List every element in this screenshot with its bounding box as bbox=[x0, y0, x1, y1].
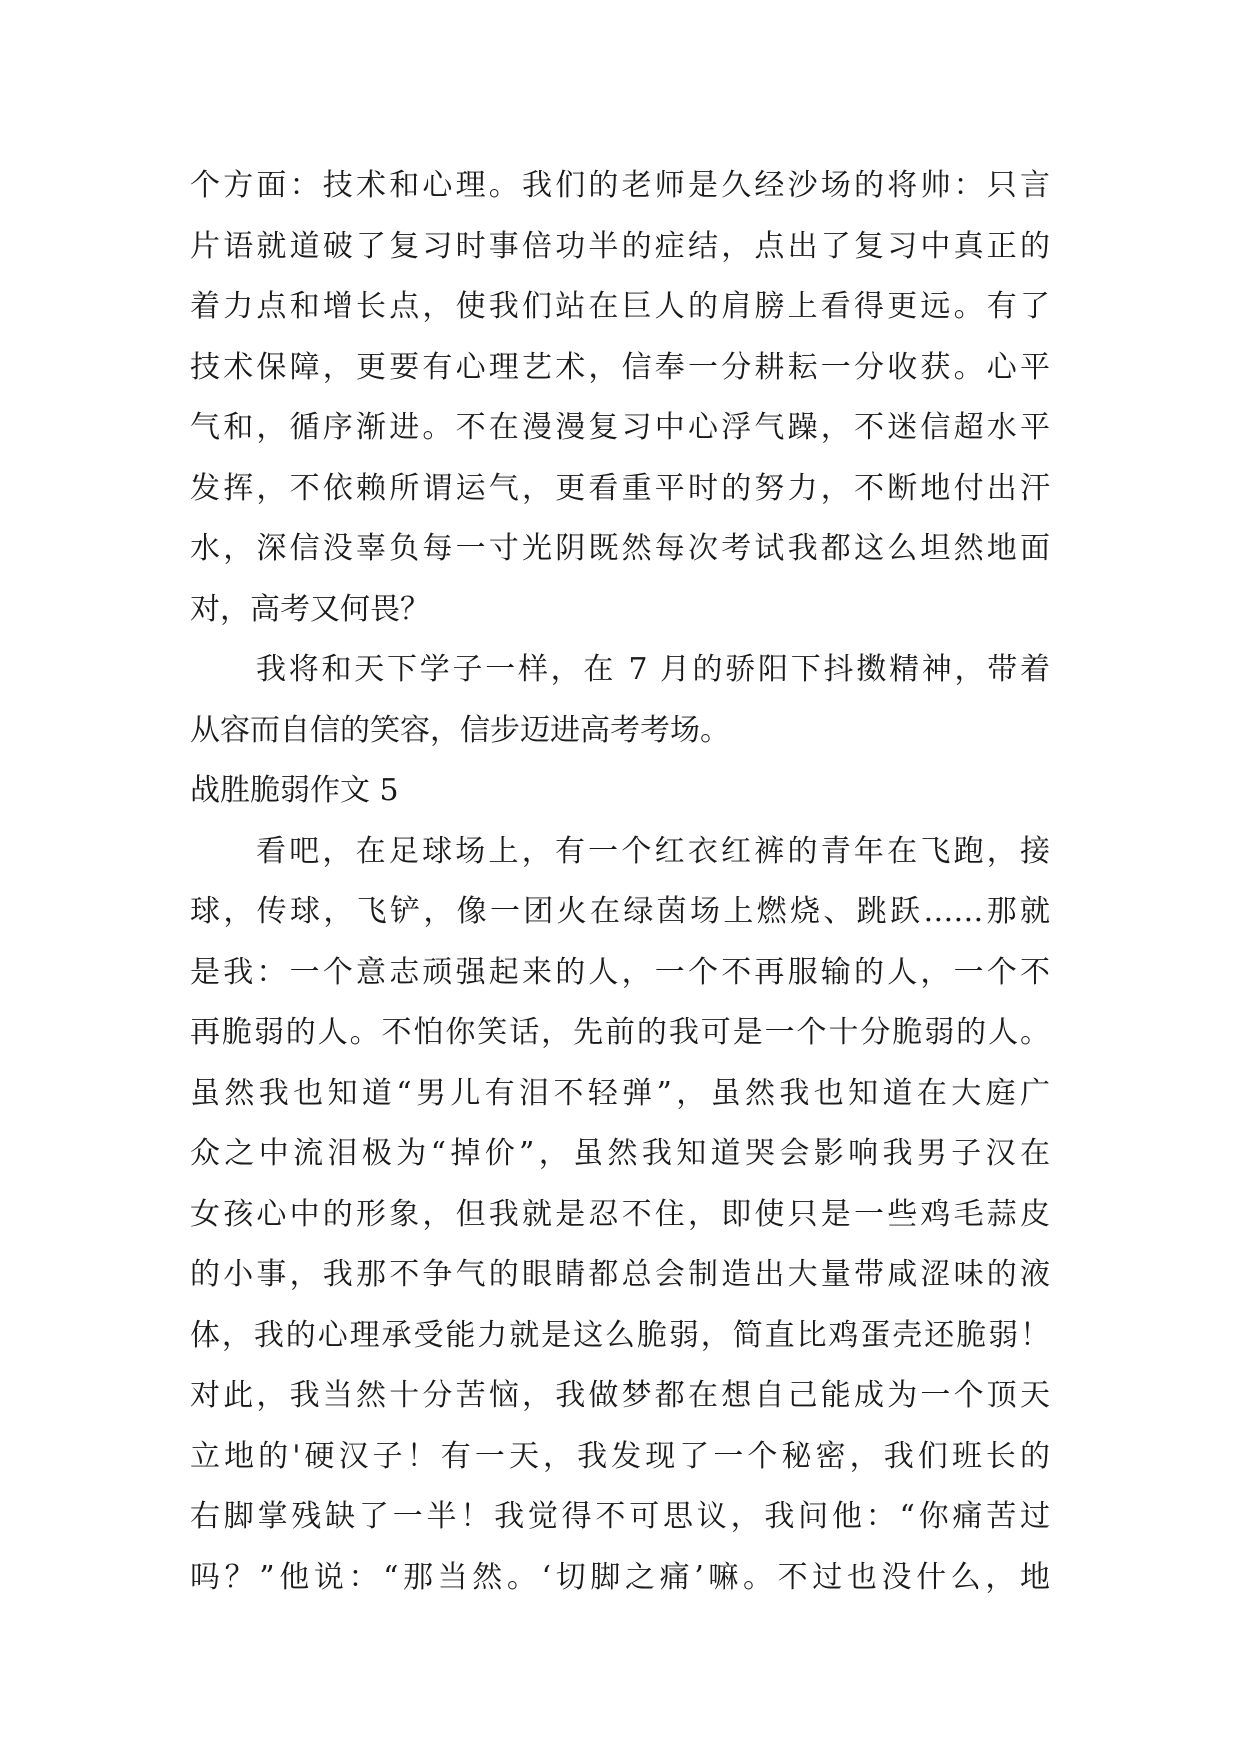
text-line: 发挥，不依赖所谓运气，更看重平时的努力，不断地付出汗 bbox=[190, 470, 1050, 506]
text-line: 我将和天下学子一样，在 7 月的骄阳下抖擞精神，带着 bbox=[256, 652, 1050, 687]
text-line: 右脚掌残缺了一半！我觉得不可思议，我问他：“你痛苦过 bbox=[190, 1499, 1050, 1534]
text-line: 体，我的心理承受能力就是这么脆弱，简直比鸡蛋壳还脆弱！ bbox=[190, 1317, 1050, 1353]
text-line: 女孩心中的形象，但我就是忍不住，即使只是一些鸡毛蒜皮 bbox=[190, 1196, 1050, 1232]
document-body bbox=[190, 156, 1050, 1608]
text-line: 看吧，在足球场上，有一个红衣红裤的青年在飞跑，接 bbox=[256, 833, 1050, 869]
text-line: 立地的'硬汉子！有一天，我发现了一个秘密，我们班长的 bbox=[190, 1438, 1050, 1474]
text-line: 虽然我也知道“男儿有泪不轻弹”，虽然我也知道在大庭广 bbox=[190, 1075, 1050, 1111]
text-line: 众之中流泪极为“掉价”，虽然我知道哭会影响我男子汉在 bbox=[190, 1136, 1050, 1171]
text-line: 对，高考又何畏？ bbox=[190, 591, 430, 627]
text-line: 片语就道破了复习时事倍功半的症结，点出了复习中真正的 bbox=[190, 228, 1050, 264]
text-line: 对此，我当然十分苦恼，我做梦都在想自己能成为一个顶天 bbox=[190, 1378, 1050, 1413]
text-line: 吗？”他说：“那当然。‘切脚之痛’嘛。不过也没什么，地 bbox=[190, 1559, 1050, 1595]
text-line: 从容而自信的笑容，信步迈进高考考场。 bbox=[190, 712, 730, 748]
text-line: 的小事，我那不争气的眼睛都总会制造出大量带咸涩味的液 bbox=[190, 1257, 1050, 1292]
text-line: 再脆弱的人。不怕你笑话，先前的我可是一个十分脆弱的人。 bbox=[190, 1015, 1050, 1050]
text-line: 个方面：技术和心理。我们的老师是久经沙场的将帅：只言 bbox=[190, 168, 1050, 203]
text-line: 着力点和增长点，使我们站在巨人的肩膀上看得更远。有了 bbox=[190, 289, 1050, 324]
section-heading: 战胜脆弱作文 5 bbox=[190, 773, 399, 808]
text-line: 水，深信没辜负每一寸光阴既然每次考试我都这么坦然地面 bbox=[190, 531, 1050, 566]
text-line: 气和，循序渐进。不在漫漫复习中心浮气躁，不迷信超水平 bbox=[190, 410, 1050, 445]
text-line: 球，传球，飞铲，像一团火在绿茵场上燃烧、跳跃……那就 bbox=[190, 894, 1050, 929]
text-line: 是我：一个意志顽强起来的人，一个不再服输的人，一个不 bbox=[190, 954, 1050, 990]
text-line: 技术保障，更要有心理艺术，信奉一分耕耘一分收获。心平 bbox=[190, 349, 1050, 385]
